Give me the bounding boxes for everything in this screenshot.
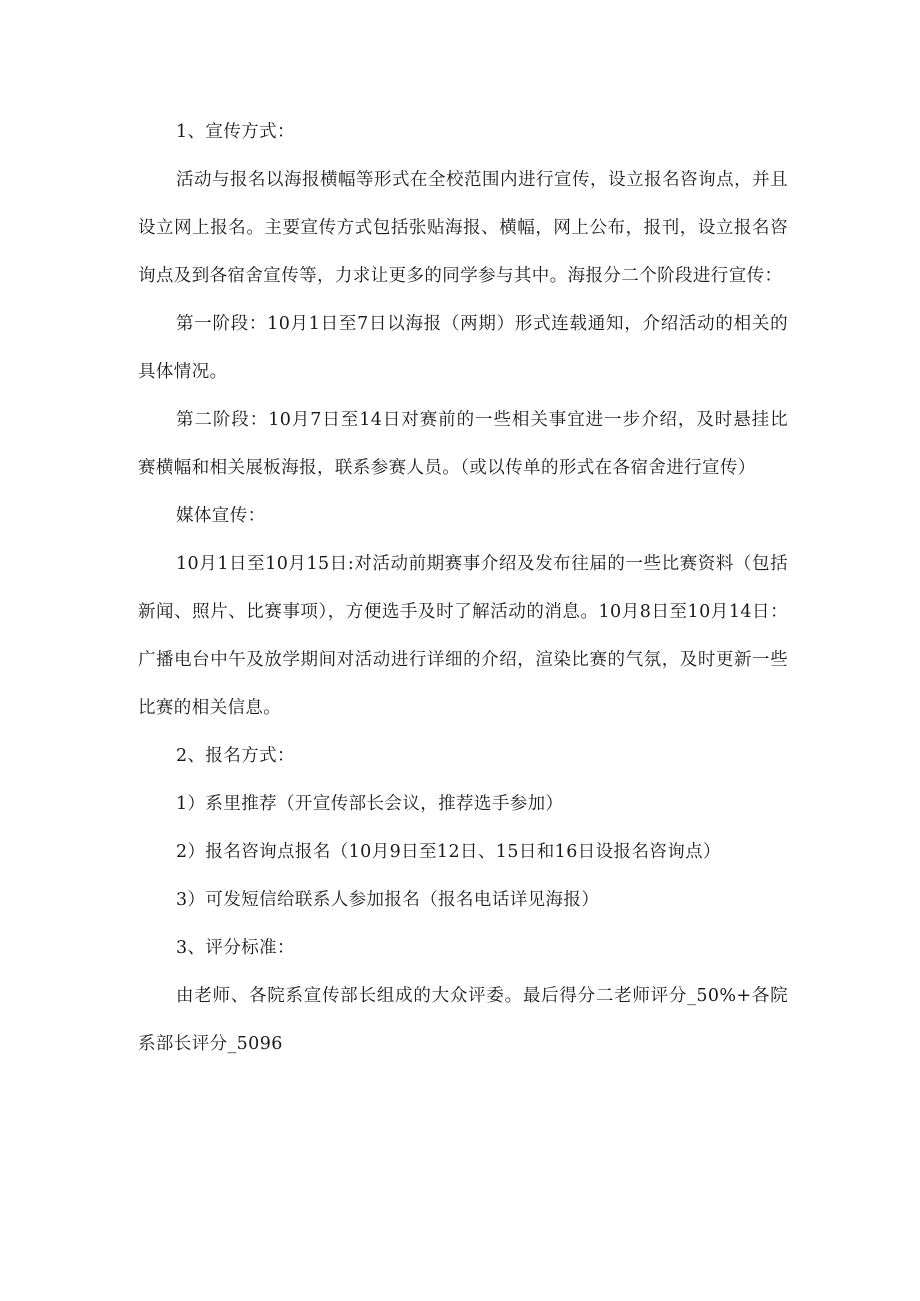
paragraph-stage-one: 第一阶段：10月1日至7日以海报（两期）形式连载通知，介绍活动的相关的具体情况。 <box>138 314 788 382</box>
list-item-registration-1: 1）系里推荐（开宣传部长会议，推荐选手参加） <box>176 794 564 814</box>
paragraph-media-schedule: 10月1日至10月15日:对活动前期赛事介绍及发布往届的一些比赛资料（包括新闻、照片、比赛事项），方便选手及时了解活动的消息。10月8日至10月14日：广播电台中午及放学期间对活动进行详细的介绍，渲染比赛的气氛，及时更新一些比赛的相关信息。 <box>138 554 788 718</box>
document-page <box>138 108 788 1068</box>
list-item-registration-3: 3）可发短信给联系人参加报名（报名电话详见海报） <box>176 890 600 910</box>
list-item-registration-2: 2）报名咨询点报名（10月9日至12日、15日和16日设报名咨询点） <box>176 842 721 862</box>
paragraph-stage-two: 第二阶段：10月7日至14日对赛前的一些相关事宜进一步介绍，及时悬挂比赛横幅和相关展板海报，联系参赛人员。（或以传单的形式在各宿舍进行宣传） <box>138 410 788 478</box>
section-heading-publicity: 1、宣传方式： <box>176 122 295 142</box>
paragraph-publicity-overview: 活动与报名以海报横幅等形式在全校范围内进行宣传，设立报名咨询点，并且设立网上报名。主要宣传方式包括张贴海报、横幅，网上公布，报刊，设立报名咨询点及到各宿舍宣传等，力求让更多的同学参与其中。海报分二个阶段进行宣传： <box>138 170 788 286</box>
subheading-media-publicity: 媒体宣传： <box>176 506 266 526</box>
paragraph-scoring: 由老师、各院系宣传部长组成的大众评委。最后得分二老师评分_50%+各院系部长评分_5096 <box>138 986 788 1054</box>
section-heading-registration: 2、报名方式： <box>176 746 295 766</box>
section-heading-scoring: 3、评分标准： <box>176 938 295 958</box>
